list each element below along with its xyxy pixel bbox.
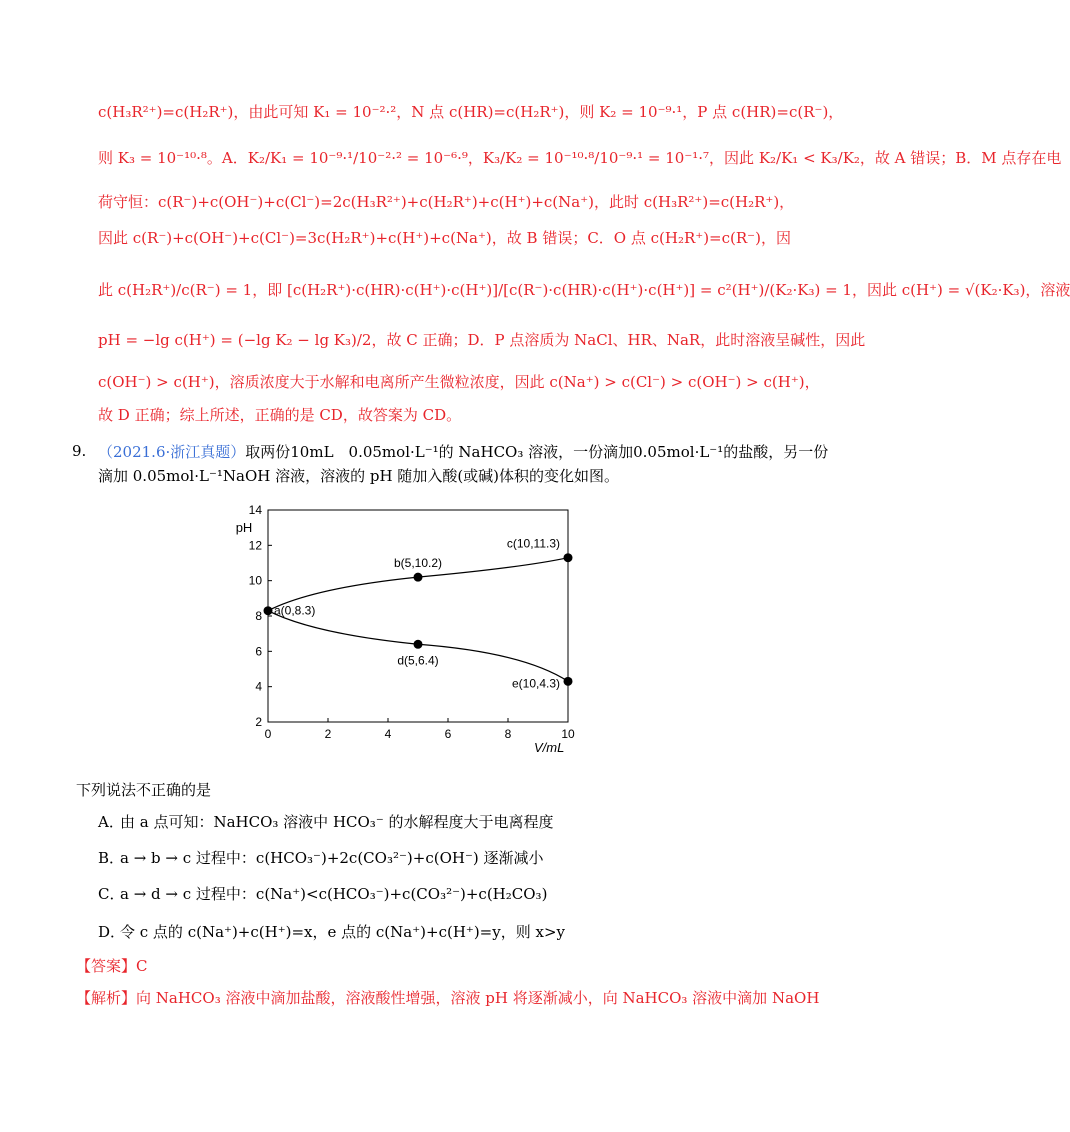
option-d xyxy=(98,922,565,942)
x-axis-label: V/mL xyxy=(534,740,565,755)
answer-label: 【答案】 xyxy=(76,957,137,975)
solution-line-1: c(H₃R²⁺)=c(H₂R⁺)，由此可知 K₁ = 10⁻²·²，N 点 c(HR)=c(H₂R⁺)，则 K₂ = 10⁻⁹·¹，P 点 c(HR)=c(R⁻)， xyxy=(98,103,844,121)
x-tick-label: 6 xyxy=(444,727,452,741)
data-point xyxy=(414,573,423,582)
y-axis-label: pH xyxy=(235,520,253,535)
solution-line-7: c(OH⁻) > c(H⁺)，溶质浓度大于水解和电离所产生微粒浓度，因此 c(Na⁺) > c(Cl⁻) > c(OH⁻) > c(H⁺)， xyxy=(98,373,820,391)
option-c-letter: C． xyxy=(98,885,125,903)
option-c-text: a → d → c 过程中：c(Na⁺)<c(HCO₃⁻)+c(CO₃²⁻)+c(H₂CO₃) xyxy=(120,885,548,903)
point-label: b(5,10.2) xyxy=(393,556,443,571)
data-point xyxy=(564,553,573,562)
option-a-text: 由 a 点可知：NaHCO₃ 溶液中 HCO₃⁻ 的水解程度大于电离程度 xyxy=(120,813,554,831)
x-tick-label: 4 xyxy=(384,727,392,741)
option-b-letter: B． xyxy=(98,849,125,867)
answer xyxy=(76,956,148,976)
point-label: d(5,6.4) xyxy=(397,653,439,668)
chart-points xyxy=(264,537,573,691)
question-stem-line-1 xyxy=(98,442,829,462)
y-tick-label: 8 xyxy=(255,609,262,623)
option-b-text: a → b → c 过程中：c(HCO₃⁻)+2c(CO₃²⁻)+c(OH⁻) 逐渐减小 xyxy=(120,849,544,867)
y-tick-label: 12 xyxy=(248,538,262,553)
data-point xyxy=(414,640,423,649)
data-point xyxy=(564,677,573,686)
y-tick-label: 4 xyxy=(255,679,262,694)
option-a-letter: A． xyxy=(98,813,124,831)
option-b xyxy=(98,848,544,868)
x-tick-label: 0 xyxy=(264,727,272,741)
point-label: a(0,8.3) xyxy=(274,603,316,618)
x-tick-label: 10 xyxy=(561,727,575,741)
question-prompt: 下列说法不正确的是 xyxy=(76,781,212,799)
option-d-letter: D． xyxy=(98,923,126,941)
solution-line-5: 此 c(H₂R⁺)/c(R⁻) = 1，即 [c(H₂R⁺)·c(HR)·c(H⁺)·c(H⁺)]/[c(R⁻)·c(HR)·c(H⁺)·c(H⁺)] = c²(H⁺)/(K₂·K₃) = 1，因此 c(H⁺) = √(K₂·K₃)，溶液 xyxy=(98,281,1070,299)
option-d-text: 令 c 点的 c(Na⁺)+c(H⁺)=x，e 点的 c(Na⁺)+c(H⁺)=y，则 x>y xyxy=(120,923,565,941)
y-tick-label: 10 xyxy=(248,573,262,588)
solution-line-2: 则 K₃ = 10⁻¹⁰·⁸。A．K₂/K₁ = 10⁻⁹·¹/10⁻²·² = 10⁻⁶·⁹，K₃/K₂ = 10⁻¹⁰·⁸/10⁻⁹·¹ = 10⁻¹·⁷，因此 K₂/K₁ < K₃/K₂，故 A 错误；B．M 点存在电 xyxy=(98,149,1062,167)
solution-line-6: pH = −lg c(H⁺) = (−lg K₂ − lg K₃)/2，故 C 正确；D．P 点溶质为 NaCl、HR、NaR，此时溶液呈碱性，因此 xyxy=(98,331,866,349)
y-tick-label: 6 xyxy=(255,644,262,659)
data-point xyxy=(264,606,273,615)
y-tick-label: 2 xyxy=(255,715,262,729)
analysis-text: 向 NaHCO₃ 溶液中滴加盐酸，溶液酸性增强，溶液 pH 将逐渐减小，向 NaHCO₃ 溶液中滴加 NaOH xyxy=(136,989,820,1007)
question-stem-text: 取两份10mL 0.05mol·L⁻¹的 NaHCO₃ 溶液，一份滴加0.05mol·L⁻¹的盐酸，另一份 xyxy=(245,443,829,461)
option-c xyxy=(98,884,547,904)
x-tick-label: 8 xyxy=(504,727,512,741)
y-tick-label: 14 xyxy=(248,503,262,517)
solution-line-8: 故 D 正确；综上所述，正确的是 CD，故答案为 CD。 xyxy=(98,406,462,424)
question-stem-line-2: 滴加 0.05mol·L⁻¹NaOH 溶液，溶液的 pH 随加入酸(或碱)体积的变化如图。 xyxy=(98,467,620,485)
x-tick-label: 2 xyxy=(324,727,332,741)
ph-volume-chart xyxy=(228,500,598,768)
solution-line-4: 因此 c(R⁻)+c(OH⁻)+c(Cl⁻)=3c(H₂R⁺)+c(H⁺)+c(Na⁺)，故 B 错误；C．O 点 c(H₂R⁺)=c(R⁻)，因 xyxy=(98,229,791,247)
analysis-label: 【解析】 xyxy=(76,989,137,1007)
solution-line-3: 荷守恒：c(R⁻)+c(OH⁻)+c(Cl⁻)=2c(H₃R²⁺)+c(H₂R⁺)+c(H⁺)+c(Na⁺)，此时 c(H₃R²⁺)=c(H₂R⁺)， xyxy=(98,193,795,211)
option-a xyxy=(98,812,554,832)
answer-value: C xyxy=(136,957,148,975)
point-label: e(10,4.3) xyxy=(511,676,560,691)
analysis xyxy=(76,988,819,1008)
question-number: 9. xyxy=(72,442,87,460)
point-label: c(10,11.3) xyxy=(506,536,560,551)
question-source: （2021.6·浙江真题） xyxy=(98,443,246,461)
